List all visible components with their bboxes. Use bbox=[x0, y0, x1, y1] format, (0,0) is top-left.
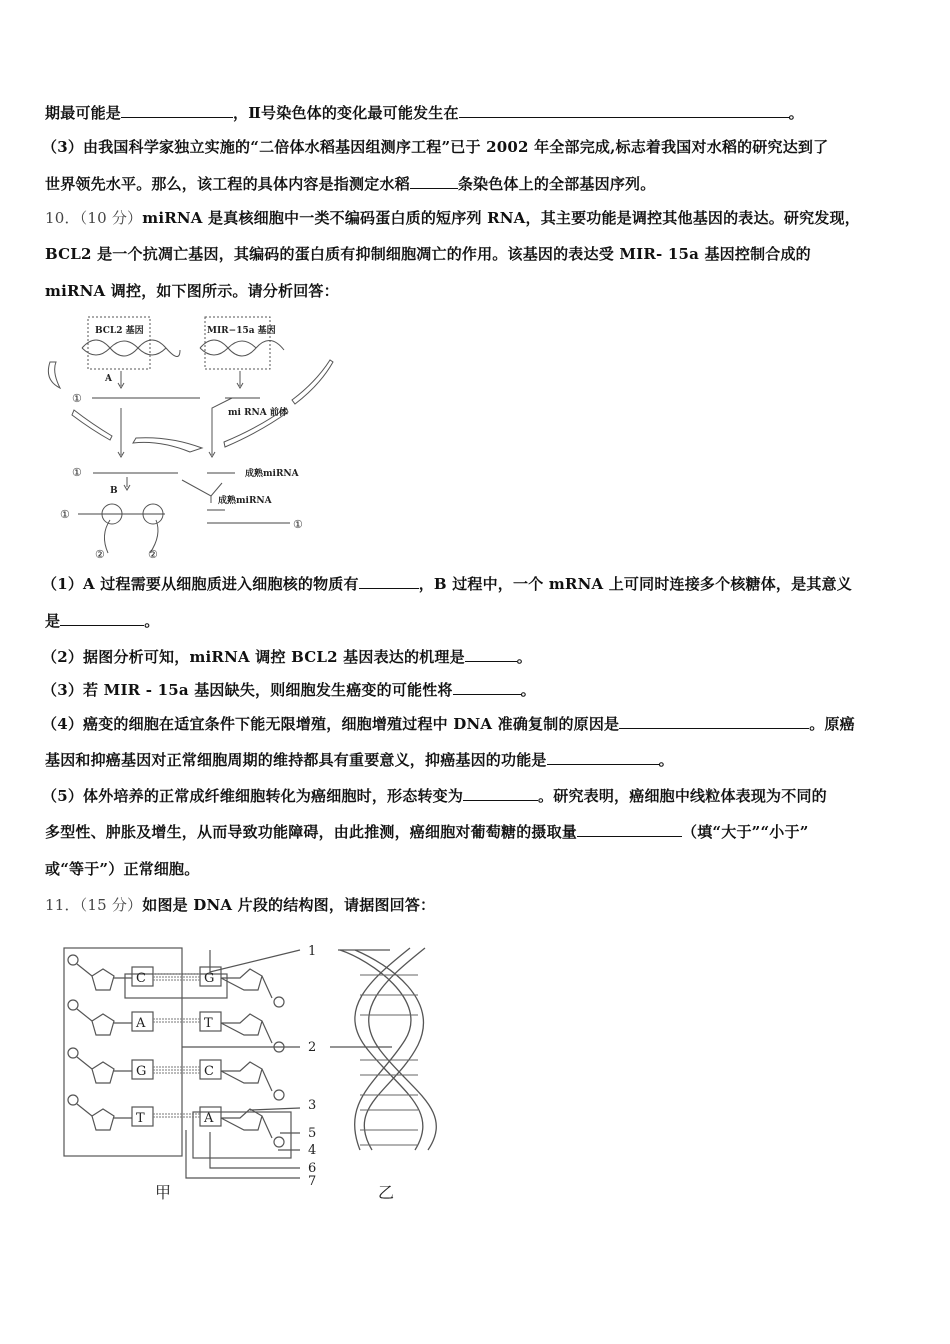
mature-mirna-label: 成熟miRNA bbox=[218, 496, 272, 506]
phosphate-icon bbox=[274, 1042, 284, 1052]
dna-helix bbox=[82, 340, 180, 357]
dna-structure-figure bbox=[64, 948, 392, 1178]
text: （1）A 过程需要从细胞质进入细胞核的物质有 bbox=[42, 575, 359, 593]
base-box bbox=[132, 1060, 153, 1079]
mature-mirna-label: 成熟miRNA bbox=[245, 469, 299, 479]
question-number: 11．（15 分） bbox=[45, 896, 143, 914]
rna-strands bbox=[78, 398, 290, 523]
answer-blank bbox=[577, 822, 682, 837]
text: 世界领先水平。那么，该工程的具体内容是指测定水稻 bbox=[45, 175, 410, 193]
answer-blank bbox=[453, 680, 521, 695]
base-box bbox=[132, 1012, 153, 1031]
text: 。 bbox=[520, 681, 536, 699]
base-box bbox=[132, 1107, 153, 1126]
bcl2-label: BCL2 基因 bbox=[95, 326, 144, 336]
base-letter: A bbox=[204, 1111, 214, 1126]
figure-label-jia: 甲 bbox=[155, 1183, 172, 1202]
text: ，B 过程中，一个 mRNA 上可同时连接多个核糖体，是其意义 bbox=[418, 575, 852, 593]
base-letter: G bbox=[136, 1064, 147, 1079]
structure-label-4: 4 bbox=[308, 1143, 317, 1158]
deoxyribose-icon bbox=[92, 1062, 114, 1083]
base-letter: T bbox=[204, 1016, 213, 1031]
phosphate-icon bbox=[274, 1090, 284, 1100]
nuclear-membrane bbox=[48, 362, 60, 388]
text: 多型性、肿胀及增生，从而导致功能障碍，由此推测，癌细胞对葡萄糖的摄取量 bbox=[45, 823, 578, 841]
deoxyribose-icon bbox=[221, 1062, 272, 1091]
base-letter: T bbox=[136, 1111, 145, 1126]
phosphate-icon bbox=[274, 1137, 284, 1147]
figure-label-yi: 乙 bbox=[378, 1183, 395, 1202]
text: 条染色体上的全部基因序列。 bbox=[457, 175, 656, 193]
text: 。 bbox=[516, 648, 532, 666]
text: miRNA 调控，如下图所示。请分析回答： bbox=[45, 282, 339, 300]
structure-label-7: 7 bbox=[308, 1174, 317, 1189]
phosphate-icon bbox=[274, 997, 284, 1007]
base-letter: G bbox=[204, 971, 215, 986]
label-1: ① bbox=[293, 518, 303, 531]
base-letter: C bbox=[136, 971, 146, 986]
text: （3）由我国科学家独立实施的“二倍体水稻基因组测序工程”已于 2002 年全部完成,标志着我国对水稻的研究达到了 bbox=[42, 138, 829, 156]
answer-blank bbox=[60, 611, 144, 626]
phosphate-icon bbox=[68, 955, 78, 965]
answer-blank bbox=[410, 174, 458, 189]
label-1: ① bbox=[72, 392, 82, 405]
structure-label-5: 5 bbox=[308, 1126, 317, 1141]
phosphate-icon bbox=[68, 1048, 78, 1058]
text-line bbox=[45, 859, 199, 879]
double-helix bbox=[338, 948, 436, 1150]
text: （3）若 MIR - 15a 基因缺失，则细胞发生癌变的可能性将 bbox=[42, 681, 453, 699]
text-line bbox=[42, 786, 827, 806]
deoxyribose-icon bbox=[221, 1109, 272, 1138]
label-2: ② bbox=[148, 548, 158, 561]
mir-label: MIR−15a 基因 bbox=[207, 326, 276, 336]
base-box bbox=[200, 1012, 221, 1031]
text: 。原癌 bbox=[809, 715, 855, 733]
text: 或“等于”）正常细胞。 bbox=[45, 860, 200, 878]
text-line bbox=[45, 895, 435, 915]
label-1: ① bbox=[72, 466, 82, 479]
text-line bbox=[45, 174, 655, 194]
answer-blank bbox=[359, 574, 419, 589]
text-line bbox=[42, 680, 536, 700]
label-1: ① bbox=[60, 508, 70, 521]
process-b-label: B bbox=[110, 486, 118, 496]
text: ，Ⅱ号染色体的变化最可能发生在 bbox=[233, 104, 459, 122]
deoxyribose-icon bbox=[221, 1014, 272, 1043]
text: 是 bbox=[45, 612, 61, 630]
answer-blank bbox=[547, 750, 659, 765]
base-box bbox=[132, 967, 153, 986]
text-line bbox=[45, 208, 860, 228]
text-line bbox=[42, 714, 855, 734]
base-letter: C bbox=[204, 1064, 214, 1079]
text-line bbox=[45, 281, 339, 301]
text: 。 bbox=[788, 104, 804, 122]
base-letter: A bbox=[136, 1016, 146, 1031]
text: BCL2 是一个抗凋亡基因，其编码的蛋白质有抑制细胞凋亡的作用。该基因的表达受 MIR- 15a 基因控制合成的 bbox=[45, 245, 811, 263]
text: 期最可能是 bbox=[45, 104, 122, 122]
base-box bbox=[200, 1107, 221, 1126]
answer-blank bbox=[463, 786, 538, 801]
text: （2）据图分析可知，miRNA 调控 BCL2 基因表达的机理是 bbox=[42, 648, 465, 666]
structure-label-2: 2 bbox=[308, 1040, 317, 1055]
phosphate-icon bbox=[68, 1000, 78, 1010]
text-line bbox=[45, 103, 804, 123]
bcl2-gene-box bbox=[88, 317, 150, 369]
deoxyribose-icon bbox=[92, 1109, 114, 1130]
text-line bbox=[45, 822, 809, 842]
text: 如图是 DNA 片段的结构图，请据图回答： bbox=[142, 896, 436, 914]
label-2: ② bbox=[95, 548, 105, 561]
structure-label-1: 1 bbox=[308, 944, 317, 959]
text-line bbox=[42, 574, 852, 594]
text-line bbox=[45, 611, 159, 631]
text-line bbox=[45, 244, 811, 264]
structure-label-6: 6 bbox=[308, 1161, 317, 1176]
base-box bbox=[200, 967, 221, 986]
text-line bbox=[45, 750, 674, 770]
text: （5）体外培养的正常成纤维细胞转化为癌细胞时，形态转变为 bbox=[42, 787, 464, 805]
deoxyribose-icon bbox=[92, 969, 114, 990]
answer-blank bbox=[459, 103, 789, 118]
base-pair-rows bbox=[68, 944, 316, 1189]
text: miRNA 是真核细胞中一类不编码蛋白质的短序列 RNA，其主要功能是调控其他基因的表达。研究发现， bbox=[142, 209, 860, 227]
text-line bbox=[42, 647, 532, 667]
process-a-label: A bbox=[105, 374, 112, 384]
answer-blank bbox=[465, 647, 517, 662]
structure-label-3: 3 bbox=[308, 1098, 317, 1113]
base-box bbox=[200, 1060, 221, 1079]
answer-blank bbox=[619, 714, 809, 729]
phosphate-icon bbox=[68, 1095, 78, 1105]
text: 基因和抑癌基因对正常细胞周期的维持都具有重要意义，抑癌基因的功能是 bbox=[45, 751, 547, 769]
text-line bbox=[42, 137, 828, 157]
text: 。 bbox=[144, 612, 160, 630]
text: 。 bbox=[658, 751, 674, 769]
answer-blank bbox=[121, 103, 233, 118]
text: （填“大于”“小于” bbox=[682, 823, 809, 841]
deoxyribose-icon bbox=[221, 969, 272, 998]
text: 。研究表明，癌细胞中线粒体表现为不同的 bbox=[538, 787, 827, 805]
precursor-label: mi RNA 前体 bbox=[228, 408, 288, 418]
text: （4）癌变的细胞在适宜条件下能无限增殖，细胞增殖过程中 DNA 准确复制的原因是 bbox=[42, 715, 620, 733]
question-number: 10．（10 分） bbox=[45, 209, 143, 227]
deoxyribose-icon bbox=[92, 1014, 114, 1035]
mir-gene-box bbox=[205, 317, 270, 369]
